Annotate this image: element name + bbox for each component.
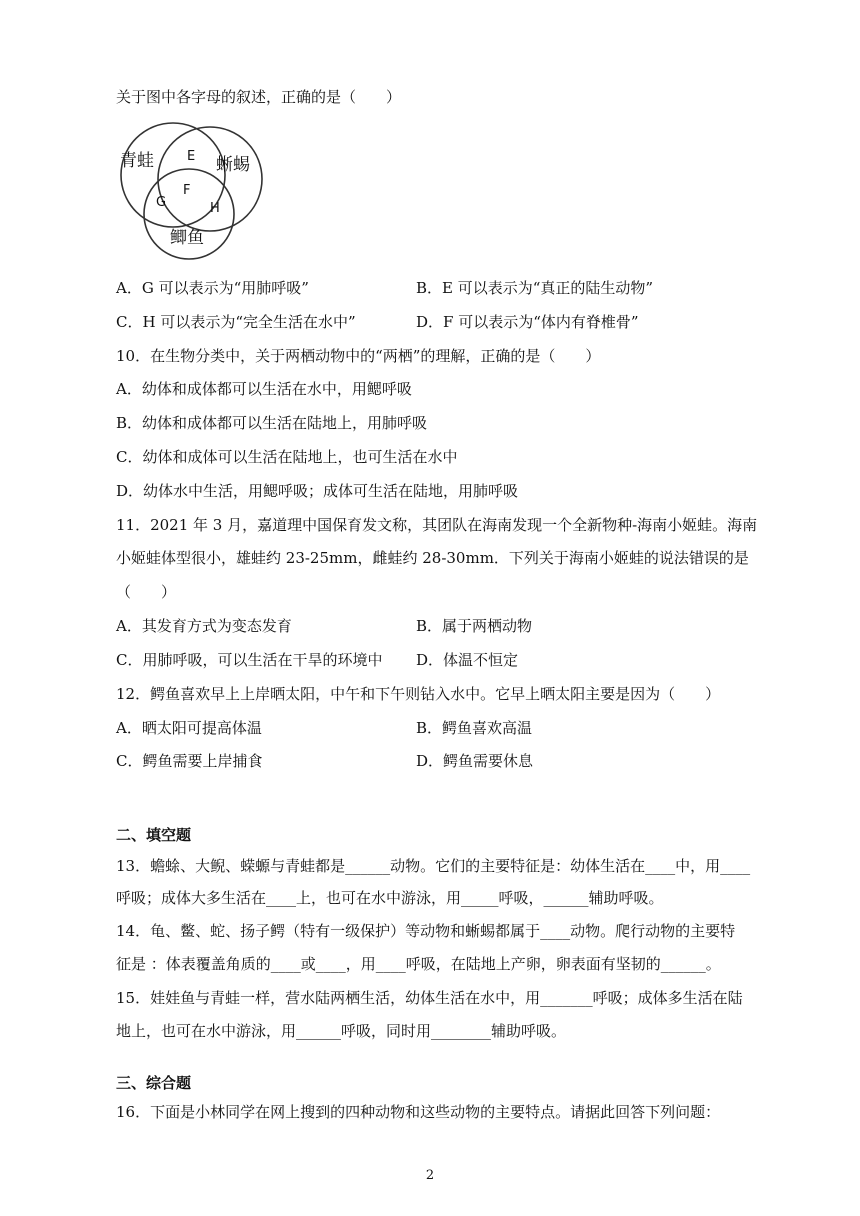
q16-stem: 16．下面是小林同学在网上搜到的四种动物和这些动物的主要特点。请据此回答下列问题： xyxy=(116,1103,721,1121)
q9-option-d: D．F 可以表示为“体内有脊椎骨” xyxy=(416,313,639,331)
venn-label-crucian: 鲫鱼 xyxy=(170,228,204,248)
q13-line-2: 呼吸；成体大多生活在____上，也可在水中游泳，用_____呼吸，______辅助呼吸。 xyxy=(116,889,664,907)
q11-stem-line-2: 小姬蛙体型很小，雄蛙约 23-25mm，雌蛙约 28-30mm．下列关于海南小姬蛙的说法错误的是 xyxy=(116,549,749,567)
q9-option-a: A．G 可以表示为“用肺呼吸” xyxy=(116,279,309,297)
q12-option-a: A．晒太阳可提高体温 xyxy=(116,719,262,737)
q10-option-c: C．幼体和成体可以生活在陆地上，也可生活在水中 xyxy=(116,448,458,466)
venn-label-lizard: 蜥蜴 xyxy=(216,155,250,175)
venn-letter-g: G xyxy=(156,195,167,210)
q11-stem-line-3: （ ） xyxy=(116,583,177,601)
q9-stem: 关于图中各字母的叙述，正确的是（ ） xyxy=(116,88,402,106)
venn-letter-h: H xyxy=(210,201,220,216)
q10-option-b: B．幼体和成体都可以生活在陆地上，用肺呼吸 xyxy=(116,414,428,432)
page-number: 2 xyxy=(425,1168,435,1183)
q11-option-c: C．用肺呼吸，可以生活在干旱的环境中 xyxy=(116,651,383,669)
q12-stem: 12．鳄鱼喜欢早上上岸晒太阳，中午和下午则钻入水中。它早上晒太阳主要是因为（ ） xyxy=(116,685,721,703)
q12-option-d: D．鳄鱼需要休息 xyxy=(416,752,534,770)
q10-option-d: D．幼体水中生活，用鳃呼吸；成体可生活在陆地，用肺呼吸 xyxy=(116,482,519,500)
q15-line-1: 15．娃娃鱼与青蛙一样，营水陆两栖生活，幼体生活在水中，用_______呼吸；成体多生活在陆 xyxy=(116,989,743,1007)
q14-line-2: 征是 ：体表覆盖角质的____或____，用____呼吸，在陆地上产卵，卵表面有坚韧的______。 xyxy=(116,955,721,973)
venn-diagram xyxy=(112,120,268,262)
section-comprehensive-title: 三、综合题 xyxy=(116,1074,192,1092)
q10-stem: 10．在生物分类中，关于两栖动物中的“两栖”的理解，正确的是（ ） xyxy=(116,347,601,365)
q11-stem-line-1: 11．2021 年 3 月，嘉道理中国保育发文称，其团队在海南发现一个全新物种-海南小姬蛙。海南 xyxy=(116,516,758,534)
q12-option-c: C．鳄鱼需要上岸捕食 xyxy=(116,752,263,770)
q9-option-c: C．H 可以表示为“完全生活在水中” xyxy=(116,313,356,331)
q11-option-b: B．属于两栖动物 xyxy=(416,617,533,635)
q10-option-a: A．幼体和成体都可以生活在水中，用鳃呼吸 xyxy=(116,380,412,398)
section-fill-in-title: 二、填空题 xyxy=(116,826,192,844)
q9-option-b: B．E 可以表示为“真正的陆生动物” xyxy=(416,279,654,297)
q11-option-d: D．体温不恒定 xyxy=(416,651,519,669)
q11-option-a: A．其发育方式为变态发育 xyxy=(116,617,292,635)
q14-line-1: 14．龟、鳖、蛇、扬子鳄（特有一级保护）等动物和蜥蜴都属于____动物。爬行动物的主要特 xyxy=(116,922,736,940)
q13-line-1: 13．蟾蜍、大鲵、蝾螈与青蛙都是______动物。它们的主要特征是：幼体生活在____中，用____ xyxy=(116,857,751,875)
venn-letter-e: E xyxy=(187,149,196,164)
venn-letter-f: F xyxy=(183,183,191,198)
q12-option-b: B．鳄鱼喜欢高温 xyxy=(416,719,533,737)
q15-line-2: 地上，也可在水中游泳，用______呼吸，同时用________辅助呼吸。 xyxy=(116,1022,567,1040)
venn-label-frog: 青蛙 xyxy=(120,151,154,171)
